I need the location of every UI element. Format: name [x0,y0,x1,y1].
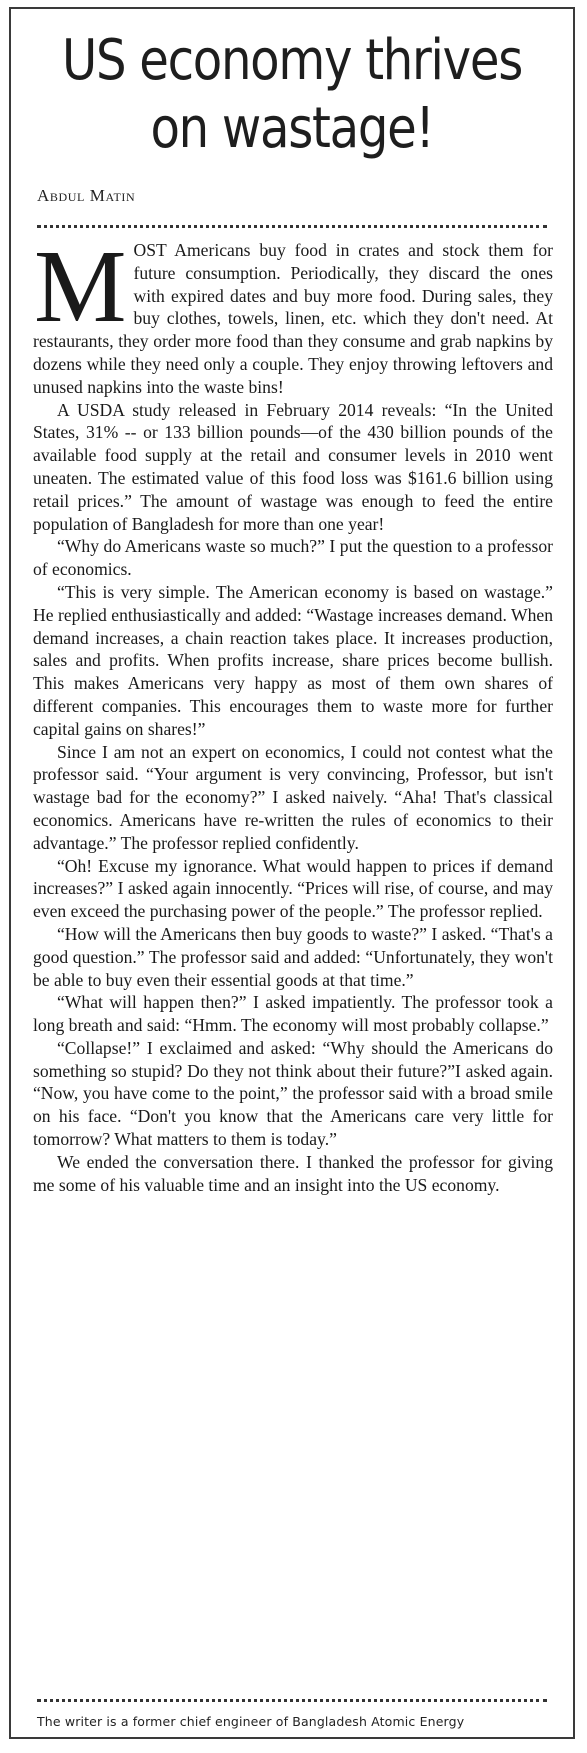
article-paragraph-6: “Oh! Excuse my ignorance. What would happen to prices if demand increases?” I asked again innocently. “Prices will rise, of course, and may even exceed the purchasing power of the people.” The professor replied. [33,855,553,922]
article-paragraph-2: A USDA study released in February 2014 reveals: “In the United States, 31% -- or 133 billion pounds—of the 430 billion pounds of the available food supply at the retail and consumer levels in 2010 went uneaten. The estimated value of this food loss was $161.6 billion using retail prices.” The amount of wastage was enough to feed the entire population of Bangladesh for more than one year! [33,399,553,534]
drop-cap: M [34,229,127,344]
dotted-divider-bottom [37,1699,547,1702]
article-paragraph-7: “How will the Americans then buy goods to waste?” I asked. “That's a good question.” The professor said and added: “Unfortunately, they won't be able to buy even their essential goods at that time.” [33,923,553,990]
dotted-divider-top [37,225,547,228]
article-paragraph-4: “This is very simple. The American economy is based on wastage.” He replied enthusiastically and added: “Wastage increases demand. When demand increases, a chain reaction takes place. It increases production, sales and profits. When profits increase, share prices become bullish. This makes Americans very happy as most of them own shares of different companies. This encourages them to waste more for further capital gains on shares!” [33,581,553,739]
article-body [33,229,553,1196]
article-paragraph-5: Since I am not an expert on economics, I could not contest what the professor said. “Your argument is very convincing, Professor, but isn't wastage bad for the economy?” I asked naively. “Aha! That's classical economics. Americans have re-written the rules of economics to their advantage.” The professor replied confidently. [33,741,553,853]
headline-line-2: on wastage! [150,96,434,161]
headline [50,27,533,163]
article-paragraph-1 [33,229,553,399]
article-frame [9,7,575,1739]
paragraph-text-1: OST Americans buy food in crates and stock them for future consumption. Periodically, they discard the ones with expired dates and buy more food. During sales, they buy clothes, towels, linen, etc. which they don't need. At restaurants, they order more food than they consume and grab napkins by dozens while they need only a couple. They enjoy throwing leftovers and unused napkins into the waste bins! [33,240,553,397]
article-paragraph-10: We ended the conversation there. I thanked the professor for giving me some of his valuable time and an insight into the US economy. [33,1151,553,1195]
article-paragraph-8: “What will happen then?” I asked impatiently. The professor took a long breath and said: “Hmm. The economy will most probably collapse.” [33,992,553,1036]
headline-line-1: US economy thrives [61,28,522,93]
article-paragraph-9: “Collapse!” I exclaimed and asked: “Why should the Americans do something so stupid? Do they not think about their future?”I asked again. “Now, you have come to the point,” the professor said with a broad smile on his face. “Don't you know that the Americans care very little for tomorrow? What matters to them is today.” [33,1037,553,1150]
article-paragraph-3: “Why do Americans waste so much?” I put the question to a professor of economics. [33,536,553,580]
byline: Abdul Matin [37,186,136,205]
author-note: The writer is a former chief engineer of Bangladesh Atomic Energy [37,1714,465,1729]
